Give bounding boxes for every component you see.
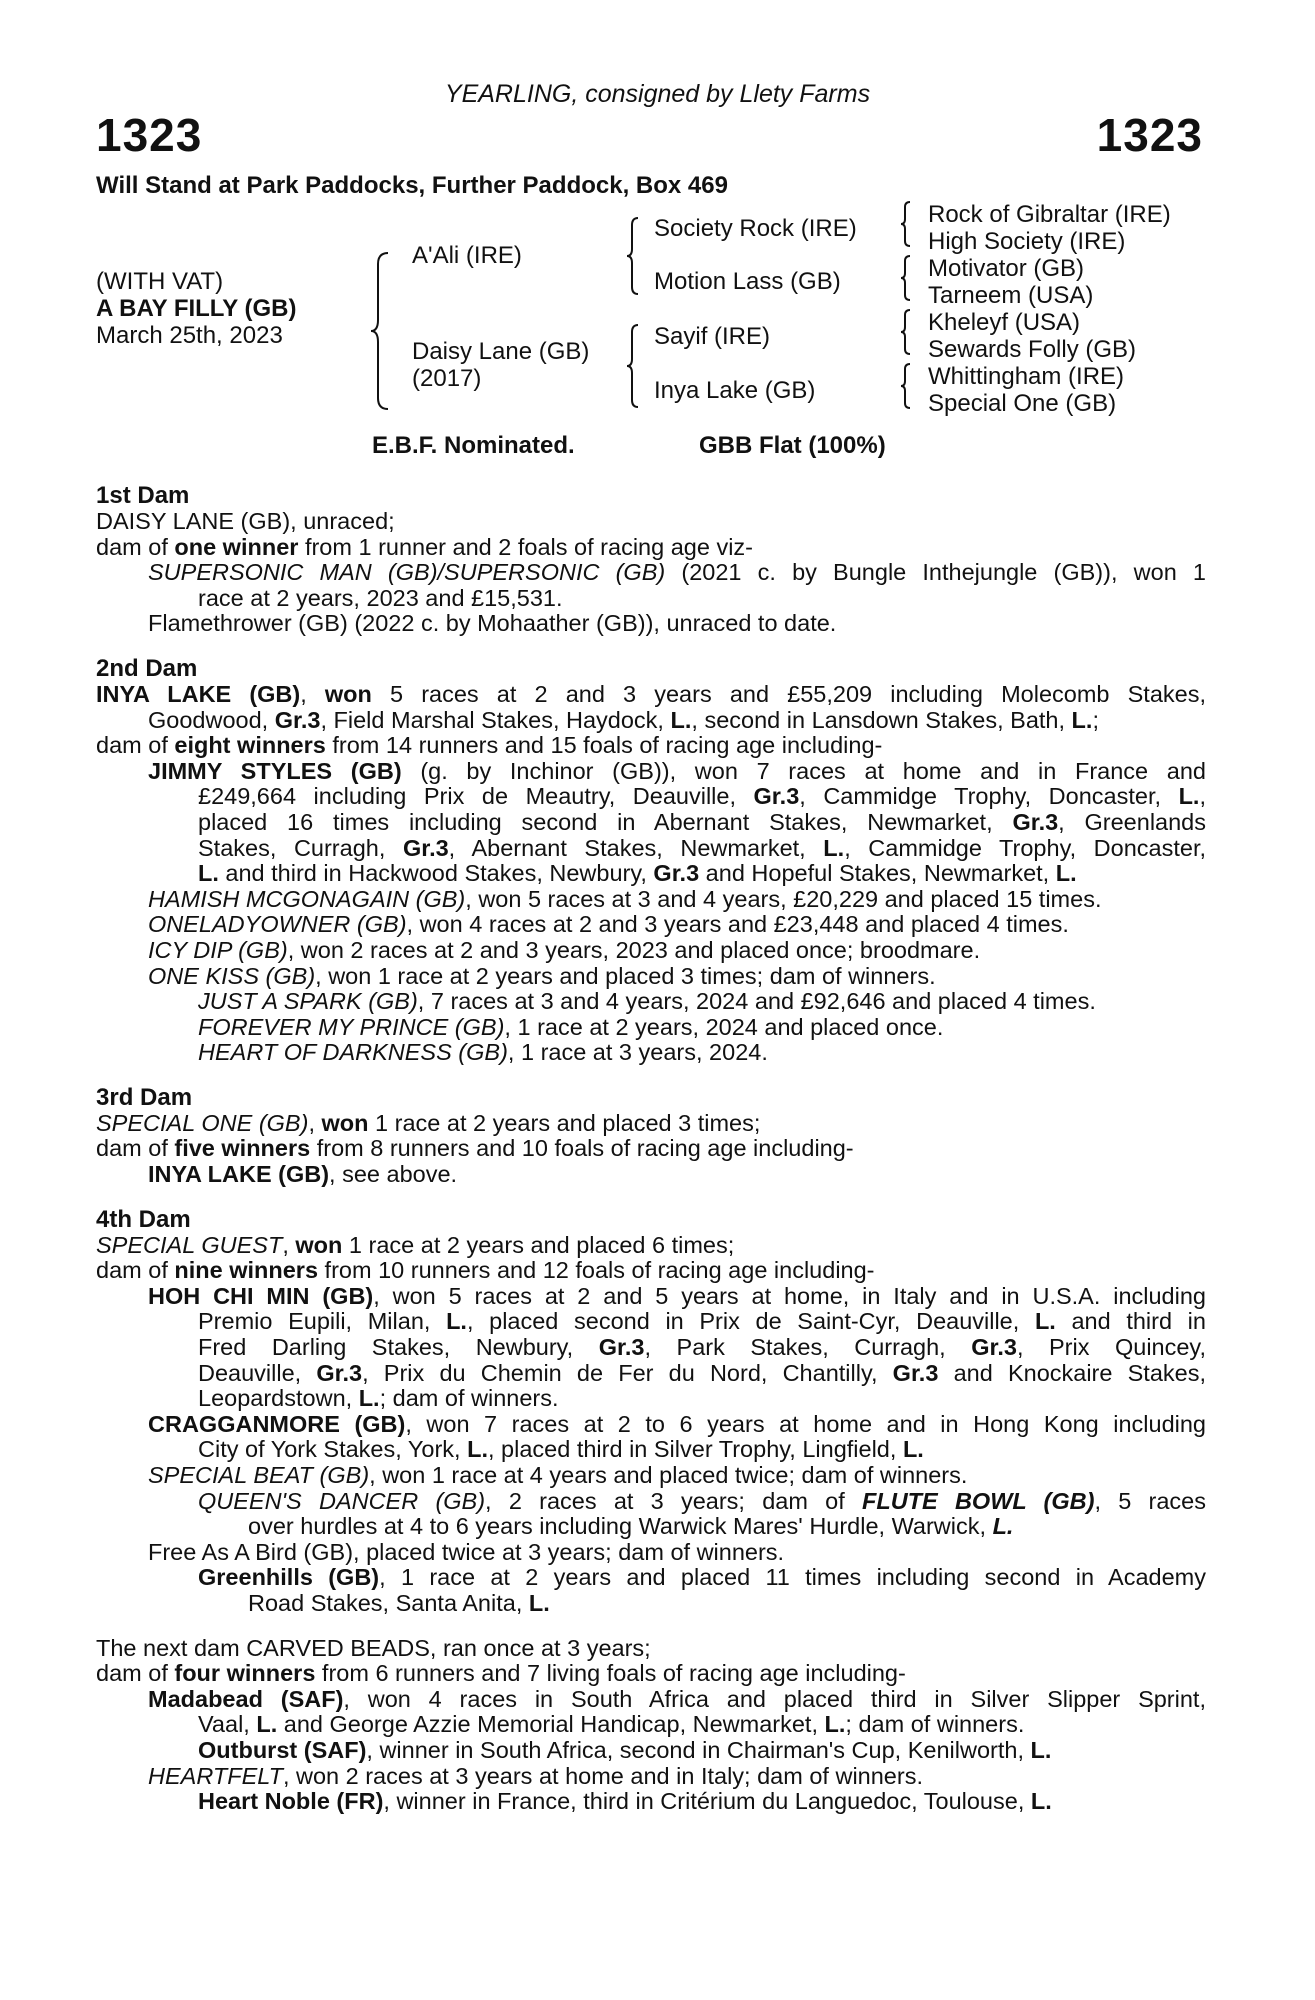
pedigree-brace-g4-2 [900,255,912,301]
grandsire-paternal: Society Rock (IRE) [654,215,857,242]
text-line: JUST A SPARK (GB), 7 races at 3 and 4 years, 2024 and £92,646 and placed 4 times. [198,988,1096,1015]
text-line: ONELADYOWNER (GB), won 4 races at 2 and 3 years and £23,448 and placed 4 times. [148,911,1069,938]
text-line: Leopardstown, L.; dam of winners. [198,1385,559,1412]
text-line: Premio Eupili, Milan, L., placed second in Prix de Saint-Cyr, Deauville, L. and third in [198,1308,1206,1335]
dam-year: (2017) [412,365,482,392]
pedigree-brace-sire [626,217,640,295]
pedigree-brace-main [370,252,392,410]
text-line: dam of five winners from 8 runners and 10 foals of racing age including- [96,1135,854,1162]
text-line: Outburst (SAF), winner in South Africa, second in Chairman's Cup, Kenilworth, L. [198,1736,1052,1763]
text-line: City of York Stakes, York, L., placed third in Silver Trophy, Lingfield, L. [198,1436,924,1463]
text-line: Goodwood, Gr.3, Field Marshal Stakes, Haydock, L., second in Lansdown Stakes, Bath, L.; [148,706,1099,733]
text-line: SPECIAL ONE (GB), won 1 race at 2 years and placed 3 times; [96,1109,761,1136]
text-line: Stakes, Curragh, Gr.3, Abernant Stakes, Newmarket, L., Cammidge Trophy, Doncaster, [198,834,1207,861]
g4-ancestor: Rock of Gibraltar (IRE) [928,201,1171,228]
text-line: The next dam CARVED BEADS, ran once at 3 years; [96,1634,651,1661]
text-line: SPECIAL GUEST, won 1 race at 2 years and placed 6 times; [96,1231,735,1258]
pedigree-brace-g4-3 [900,309,912,355]
text-line: QUEEN'S DANCER (GB), 2 races at 3 years; dam of FLUTE BOWL (GB), 5 races [198,1487,1206,1514]
lot-number-right: 1323 [1096,109,1203,161]
text-line: HOH CHI MIN (GB), won 5 races at 2 and 5 years at home, in Italy and in U.S.A. including [148,1282,1206,1309]
text-line: Madabead (SAF), won 4 races in South Africa and placed third in Silver Slipper Sprint, [148,1685,1206,1712]
text-line: Deauville, Gr.3, Prix du Chemin de Fer du Nord, Chantilly, Gr.3 and Knockaire Stakes, [198,1359,1206,1386]
sire-name: A'Ali (IRE) [412,242,522,269]
granddam-maternal: Inya Lake (GB) [654,377,816,404]
text-line: Heart Noble (FR), winner in France, third in Critérium du Languedoc, Toulouse, L. [198,1788,1052,1815]
text-line: Vaal, L. and George Azzie Memorial Handicap, Newmarket, L.; dam of winners. [198,1711,1025,1738]
foaling-date: March 25th, 2023 [96,322,283,349]
text-line: HEART OF DARKNESS (GB), 1 race at 3 years, 2024. [198,1039,768,1066]
g4-ancestor: Whittingham (IRE) [928,363,1125,390]
granddam-paternal: Motion Lass (GB) [654,268,841,295]
text-line: INYA LAKE (GB), won 5 races at 2 and 3 years and £55,209 including Molecomb Stakes, [96,680,1206,707]
ebf-nominated: E.B.F. Nominated. [372,432,575,459]
text-line: race at 2 years, 2023 and £15,531. [198,584,563,611]
g4-ancestor: Sewards Folly (GB) [928,336,1137,363]
text-line: Road Stakes, Santa Anita, L. [248,1589,550,1616]
text-line: Flamethrower (GB) (2022 c. by Mohaather (GB)), unraced to date. [148,610,837,637]
fourth-dam-heading: 4th Dam [96,1205,191,1233]
g4-ancestor: Special One (GB) [928,390,1117,417]
text-line: INYA LAKE (GB), see above. [148,1161,458,1188]
text-line: Greenhills (GB), 1 race at 2 years and placed 11 times including second in Academy [198,1564,1206,1591]
text-line: placed 16 times including second in Abernant Stakes, Newmarket, Gr.3, Greenlands [198,808,1206,835]
lot-number-left: 1323 [96,109,203,161]
lot-subject-name: A BAY FILLY (GB) [96,295,297,322]
second-dam-heading: 2nd Dam [96,654,198,682]
text-line: over hurdles at 4 to 6 years including Warwick Mares' Hurdle, Warwick, L. [248,1513,1014,1540]
text-line: HAMISH MCGONAGAIN (GB), won 5 races at 3 and 4 years, £20,229 and placed 15 times. [148,885,1102,912]
g4-ancestor: High Society (IRE) [928,228,1126,255]
text-line: dam of four winners from 6 runners and 7 living foals of racing age including- [96,1660,906,1687]
text-line: dam of nine winners from 10 runners and 12 foals of racing age including- [96,1257,875,1284]
pedigree-brace-dam [626,324,640,408]
text-line: Fred Darling Stakes, Newbury, Gr.3, Park Stakes, Curragh, Gr.3, Prix Quincey, [198,1334,1206,1361]
text-line: £249,664 including Prix de Meautry, Deauville, Gr.3, Cammidge Trophy, Doncaster, L., [198,783,1206,810]
text-line: L. and third in Hackwood Stakes, Newbury, Gr.3 and Hopeful Stakes, Newmarket, L. [198,860,1077,887]
pedigree-brace-g4-1 [900,201,912,247]
text-line: JIMMY STYLES (GB) (g. by Inchinor (GB)), won 7 races at home and in France and [148,757,1207,784]
text-line: FOREVER MY PRINCE (GB), 1 race at 2 years, 2024 and placed once. [198,1013,944,1040]
text-line: dam of one winner from 1 runner and 2 foals of racing age viz- [96,533,753,560]
first-dam-heading: 1st Dam [96,482,190,509]
third-dam-heading: 3rd Dam [96,1083,193,1111]
text-line: Free As A Bird (GB), placed twice at 3 years; dam of winners. [148,1538,785,1565]
catalogue-text [96,483,1206,1815]
consignment-line: YEARLING, consigned by Llety Farms [444,80,871,108]
gbb-flat: GBB Flat (100%) [699,432,886,459]
text-line: ICY DIP (GB), won 2 races at 2 and 3 years, 2023 and placed once; broodmare. [148,936,981,963]
text-line: DAISY LANE (GB), unraced; [96,508,395,534]
g4-ancestor: Motivator (GB) [928,255,1085,282]
text-line: ONE KISS (GB), won 1 race at 2 years and placed 3 times; dam of winners. [148,962,936,989]
g4-ancestor: Tarneem (USA) [928,282,1094,309]
stand-location: Will Stand at Park Paddocks, Further Paddock, Box 469 [96,172,728,199]
text-line: dam of eight winners from 14 runners and 15 foals of racing age including- [96,732,883,759]
g4-ancestor: Kheleyf (USA) [928,309,1081,336]
text-line: CRAGGANMORE (GB), won 7 races at 2 to 6 years at home and in Hong Kong including [148,1410,1207,1437]
text-line: SPECIAL BEAT (GB), won 1 race at 4 years and placed twice; dam of winners. [148,1462,968,1488]
text-line: SUPERSONIC MAN (GB)/SUPERSONIC (GB) (2021 c. by Bungle Inthejungle (GB)), won 1 [148,559,1206,586]
pedigree-brace-g4-4 [900,363,912,409]
dam-name: Daisy Lane (GB) [412,338,590,365]
text-line: HEARTFELT, won 2 races at 3 years at home and in Italy; dam of winners. [148,1762,923,1789]
grandsire-maternal: Sayif (IRE) [654,323,771,350]
vat-note: (WITH VAT) [96,268,224,295]
